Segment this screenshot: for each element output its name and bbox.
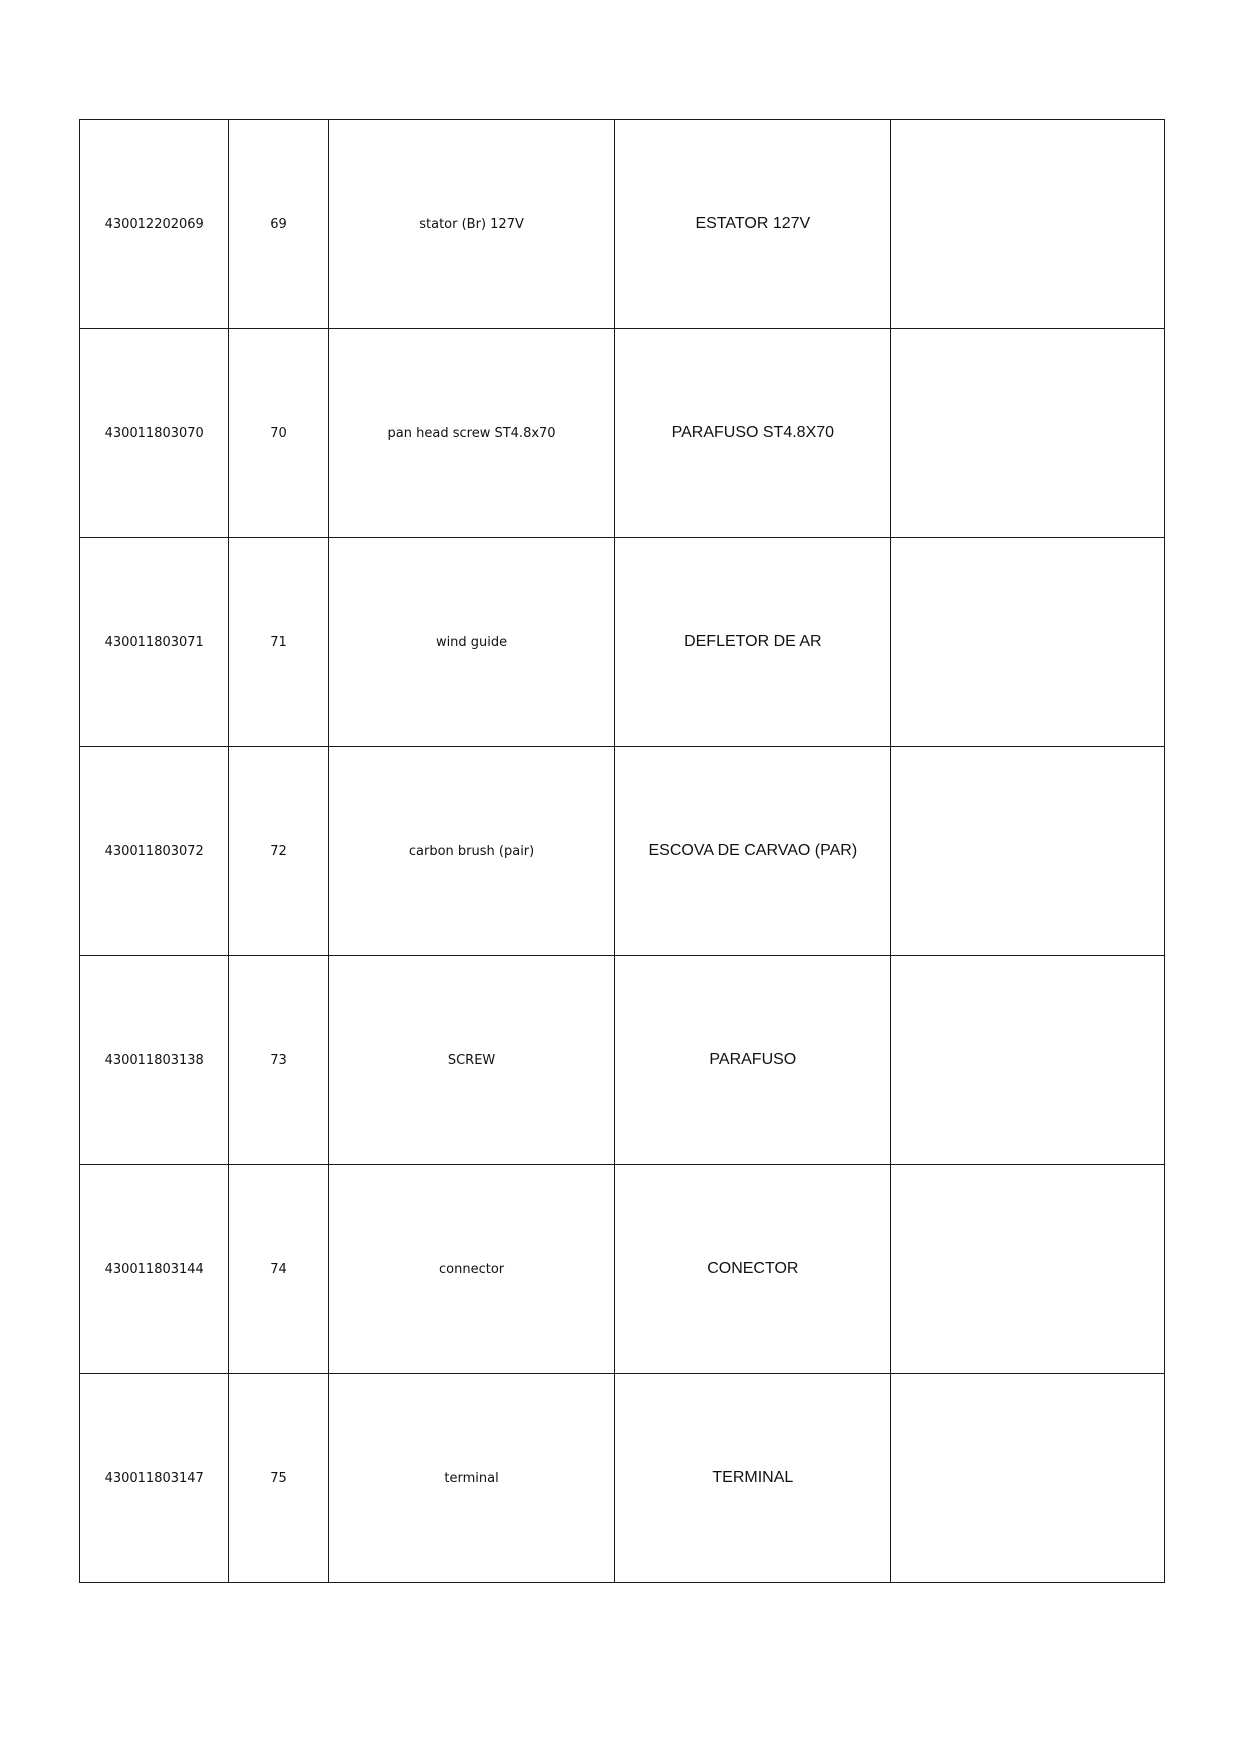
description-en-cell: pan head screw ST4.8x70 [328, 329, 615, 538]
part-code-cell: 430011803072 [80, 747, 229, 956]
description-pt-cell: PARAFUSO [615, 956, 891, 1165]
description-en-cell: stator (Br) 127V [328, 120, 615, 329]
part-number-cell: 73 [229, 956, 328, 1165]
table-row [80, 120, 1165, 329]
table-row [80, 747, 1165, 956]
description-en-cell: terminal [328, 1374, 615, 1583]
part-code-cell: 430011803138 [80, 956, 229, 1165]
description-pt-cell: ESCOVA DE CARVAO (PAR) [615, 747, 891, 956]
empty-cell [891, 1374, 1165, 1583]
part-number-cell: 74 [229, 1165, 328, 1374]
part-code-cell: 430011803070 [80, 329, 229, 538]
description-en-cell: wind guide [328, 538, 615, 747]
part-number-cell: 72 [229, 747, 328, 956]
empty-cell [891, 956, 1165, 1165]
part-code-cell: 430011803071 [80, 538, 229, 747]
description-pt-cell: TERMINAL [615, 1374, 891, 1583]
part-number-cell: 70 [229, 329, 328, 538]
part-number-cell: 75 [229, 1374, 328, 1583]
part-code-cell: 430011803144 [80, 1165, 229, 1374]
description-pt-cell: PARAFUSO ST4.8X70 [615, 329, 891, 538]
description-pt-cell: CONECTOR [615, 1165, 891, 1374]
description-en-cell: connector [328, 1165, 615, 1374]
table-row [80, 329, 1165, 538]
parts-table [79, 119, 1165, 1583]
table-row [80, 538, 1165, 747]
empty-cell [891, 747, 1165, 956]
part-code-cell: 430012202069 [80, 120, 229, 329]
table-row [80, 1165, 1165, 1374]
empty-cell [891, 1165, 1165, 1374]
table-row [80, 1374, 1165, 1583]
part-code-cell: 430011803147 [80, 1374, 229, 1583]
empty-cell [891, 329, 1165, 538]
empty-cell [891, 538, 1165, 747]
description-en-cell: carbon brush (pair) [328, 747, 615, 956]
part-number-cell: 71 [229, 538, 328, 747]
description-pt-cell: DEFLETOR DE AR [615, 538, 891, 747]
description-pt-cell: ESTATOR 127V [615, 120, 891, 329]
description-en-cell: SCREW [328, 956, 615, 1165]
empty-cell [891, 120, 1165, 329]
part-number-cell: 69 [229, 120, 328, 329]
table-row [80, 956, 1165, 1165]
